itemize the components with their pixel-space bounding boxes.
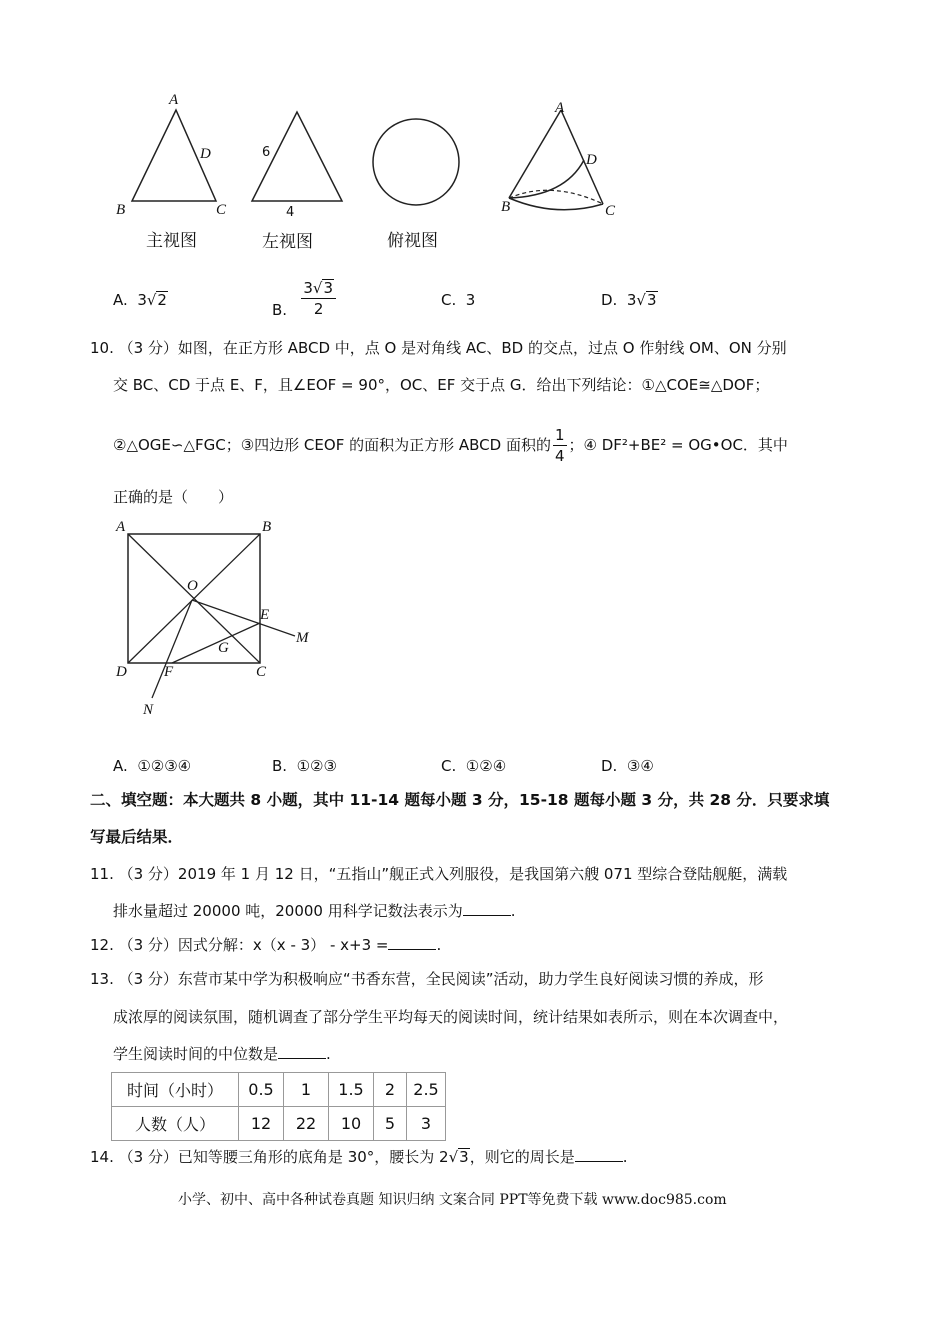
page-footer: 小学、初中、高中各种试卷真题 知识归纳 文案合同 PPT等免费下载 www.doc985.com [178,1192,727,1208]
table-row [112,1107,446,1141]
q13-answer-blank [278,1044,326,1059]
q10-option-b: B. ①②③ [272,757,337,775]
cone-label-a: A [555,100,565,116]
left-view-caption: 左视图 [262,232,313,252]
left-side-length: 6 [262,145,271,160]
table-header-time: 时间（小时） [112,1073,239,1107]
q9-option-c: C. 3 [441,291,476,309]
top-view-caption: 俯视图 [387,231,438,251]
cone-label-d: D [586,152,597,168]
table-cell: 12 [239,1107,284,1141]
q14-answer-blank [575,1147,623,1162]
q10-line-3: ②△OGE∽△FGC；③四边形 CEOF 的面积为正方形 ABCD 面积的 $\frac{1}{4}$ ；④ DF²+BE² = OG•OC．其中 [113,426,788,465]
q10-option-a: A. ①②③④ [113,757,192,775]
section2-heading-1: 二、填空题：本大题共 8 小题，其中 11-14 题每小题 3 分，15-18 题每小题 3 分，共 28 分．只要求填 [90,791,830,809]
cone-label-b: B [501,199,511,215]
q10-option-c: C. ①②④ [441,757,507,775]
q11-answer-blank [463,901,511,916]
fig-label-d: D [116,664,127,680]
fig-label-n: N [143,702,154,718]
fig-label-c: C [256,664,267,680]
square-figure [100,510,330,720]
table-cell: 2 [374,1073,407,1107]
table-cell: 10 [329,1107,374,1141]
front-label-a: A [169,92,179,108]
top-view-circle [373,119,459,205]
table-cell: 3 [407,1107,446,1141]
q12-line: 12. （3 分）因式分解：x（x - 3） - x+3 = . [90,936,442,954]
q10-line-4: 正确的是（ ） [113,488,234,506]
table-row [112,1073,446,1107]
q9-option-a: A. 3√2 [113,291,167,309]
table-cell: 2.5 [407,1073,446,1107]
q10-line-2: 交 BC、CD 于点 E、F，且∠EOF = 90°，OC、EF 交于点 G．给出下列结论：①△COE≅△DOF； [113,376,770,394]
front-label-c: C [216,202,227,218]
front-label-b: B [116,202,126,218]
front-label-d: D [200,146,211,162]
table-cell: 1 [284,1073,329,1107]
q14-line: 14. （3 分）已知等腰三角形的底角是 30°，腰长为 2√3，则它的周长是 . [90,1148,628,1166]
fig-label-a: A [116,519,126,535]
q13-line-1: 13. （3 分）东营市某中学为积极响应“书香东营，全民阅读”活动，助力学生良好阅读习惯的养成，形 [90,970,764,988]
q12-answer-blank [388,935,436,950]
q13-line-3: 学生阅读时间的中位数是 . [113,1045,331,1063]
fig-label-g: G [218,640,229,656]
table-cell: 0.5 [239,1073,284,1107]
q9-option-b: B. $\frac{3√3}{2}$ [272,278,336,319]
reading-time-table [111,1072,446,1141]
fig-label-m: M [296,630,309,646]
table-cell: 5 [374,1107,407,1141]
table-cell: 1.5 [329,1073,374,1107]
fig-label-f: F [164,664,174,680]
section2-heading-2: 写最后结果． [90,828,184,846]
fig-label-e: E [260,607,270,623]
q11-line-1: 11. （3 分）2019 年 1 月 12 日，“五指山”舰正式入列服役，是我国第六艘 071 型综合登陆舰艇，满载 [90,865,788,883]
table-header-count: 人数（人） [112,1107,239,1141]
left-base-length: 4 [286,205,295,220]
table-cell: 22 [284,1107,329,1141]
cone-label-c: C [605,203,616,219]
front-view-caption: 主视图 [146,231,197,251]
fig-label-o: O [187,578,198,594]
q9-option-d: D. 3√3 [601,291,657,309]
q10-line-1: 10. （3 分）如图，在正方形 ABCD 中，点 O 是对角线 AC、BD 的交点，过点 O 作射线 OM、ON 分别 [90,339,787,357]
q13-line-2: 成浓厚的阅读氛围，随机调查了部分学生平均每天的阅读时间，统计结果如表所示，则在本次调查中， [113,1008,789,1026]
q10-option-d: D. ③④ [601,757,654,775]
q11-line-2: 排水量超过 20000 吨，20000 用科学记数法表示为 . [113,902,516,920]
fig-label-b: B [262,519,272,535]
